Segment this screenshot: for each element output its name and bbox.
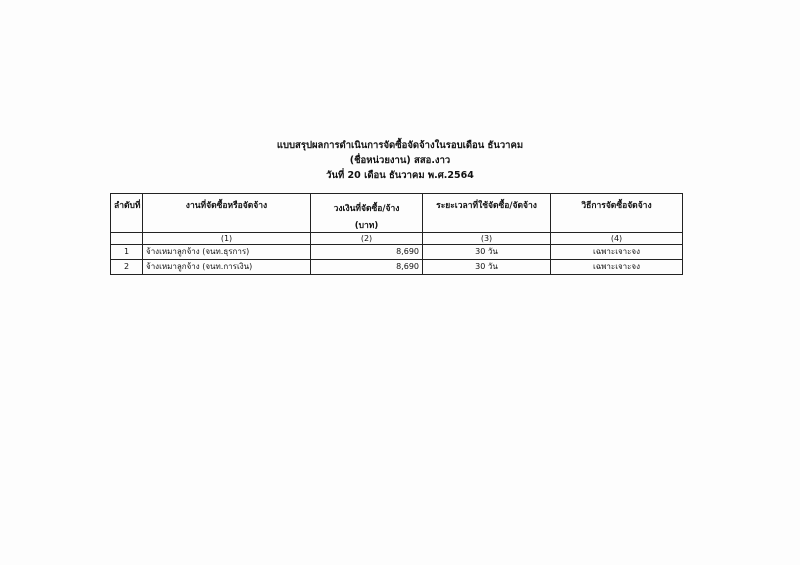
column-number-0 <box>111 233 143 245</box>
header-budget-label: วงเงินที่จัดซื้อ/จ้าง <box>333 204 400 214</box>
header-method: วิธีการจัดซื้อจัดจ้าง <box>551 194 683 233</box>
column-number-1: (1) <box>143 233 311 245</box>
procurement-summary-table <box>110 193 683 275</box>
column-number-row <box>111 233 683 245</box>
row-item: จ้างเหมาลูกจ้าง (จนท.การเงิน) <box>143 260 311 275</box>
header-budget-unit: (บาท) <box>354 221 379 231</box>
row-budget: 8,690 <box>311 260 423 275</box>
header-budget <box>311 194 423 233</box>
column-number-2: (2) <box>311 233 423 245</box>
row-no: 1 <box>111 245 143 260</box>
row-period: 30 วัน <box>423 245 551 260</box>
table-row <box>111 260 683 275</box>
table-row <box>111 245 683 260</box>
row-method: เฉพาะเจาะจง <box>551 260 683 275</box>
table-header-row <box>111 194 683 233</box>
row-item: จ้างเหมาลูกจ้าง (จนท.ธุรการ) <box>143 245 311 260</box>
header-period: ระยะเวลาที่ใช้จัดซื้อ/จัดจ้าง <box>423 194 551 233</box>
report-title <box>200 138 600 183</box>
column-number-3: (3) <box>423 233 551 245</box>
row-no: 2 <box>111 260 143 275</box>
report-title-line-1: แบบสรุปผลการดำเนินการจัดซื้อจัดจ้างในรอบเดือน ธันวาคม <box>276 140 524 151</box>
header-no: ลำดับที่ <box>111 194 143 233</box>
column-number-4: (4) <box>551 233 683 245</box>
header-item: งานที่จัดซื้อหรือจัดจ้าง <box>143 194 311 233</box>
report-date-line: วันที่ 20 เดือน ธันวาคม พ.ศ.2564 <box>326 170 474 181</box>
row-method: เฉพาะเจาะจง <box>551 245 683 260</box>
row-budget: 8,690 <box>311 245 423 260</box>
row-period: 30 วัน <box>423 260 551 275</box>
report-agency-line: (ชื่อหน่วยงาน) สสอ.งาว <box>349 155 451 166</box>
